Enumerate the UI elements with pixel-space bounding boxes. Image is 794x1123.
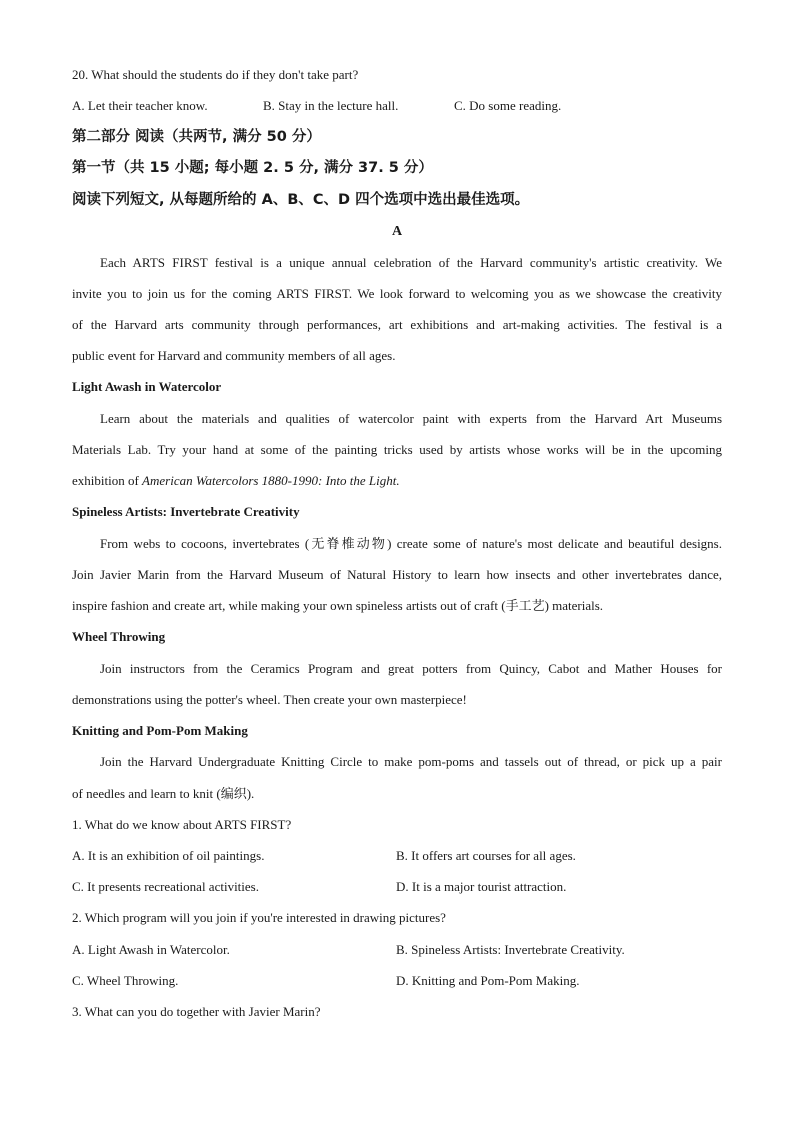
option-a: A. Light Awash in Watercolor.	[72, 942, 230, 957]
passage-letter: A	[391, 224, 403, 239]
intro-line-2: invite you to join us for the coming ARTS FIRST. We look forward to welcoming you as we showcase the creativity	[72, 286, 722, 301]
spineless-line-2: Join Javier Marin from the Harvard Museum of Natural History to learn how insects and other invertebrates dance,	[72, 567, 722, 582]
knitting-line-1: Join the Harvard Undergraduate Knitting Circle to make pom-poms and tassels out of thread, or pick up a pair	[100, 754, 722, 769]
question-3: 3. What can you do together with Javier Marin?	[72, 1004, 321, 1019]
section-title-wheel: Wheel Throwing	[72, 629, 166, 644]
intro-line-4: public event for Harvard and community members of all ages.	[72, 348, 396, 363]
question-20: 20. What should the students do if they don't take part?	[72, 67, 359, 82]
option-d: D. It is a major tourist attraction.	[396, 879, 567, 894]
option-b: B. Stay in the lecture hall.	[263, 98, 399, 113]
option-a: A. It is an exhibition of oil paintings.	[72, 848, 265, 863]
intro-line-3: of the Harvard arts community through performances, art exhibitions and art-making activities. The festival is a	[72, 317, 722, 332]
part2-title: 第二部分 阅读（共两节, 满分 50 分）	[72, 129, 321, 145]
exhibition-title: American Watercolors 1880-1990: Into the Light.	[142, 473, 400, 488]
watercolor-line-2: Materials Lab. Try your hand at some of the painting tricks used by artists whose works will be in the upcoming	[72, 442, 722, 457]
option-a: A. Let their teacher know.	[72, 98, 208, 113]
option-b: B. Spineless Artists: Invertebrate Creativity.	[396, 942, 625, 957]
wheel-line-1: Join instructors from the Ceramics Program and great potters from Quincy, Cabot and Mather Houses for	[100, 661, 722, 676]
option-c: C. Do some reading.	[454, 98, 562, 113]
section-title-knitting: Knitting and Pom-Pom Making	[72, 723, 248, 738]
question-1: 1. What do we know about ARTS FIRST?	[72, 817, 292, 832]
wheel-line-2: demonstrations using the potter's wheel. Then create your own masterpiece!	[72, 692, 467, 707]
section-title-watercolor: Light Awash in Watercolor	[72, 379, 222, 394]
option-c: C. Wheel Throwing.	[72, 973, 179, 988]
spineless-line-3: inspire fashion and create art, while making your own spineless artists out of craft (手工艺) materials.	[72, 598, 604, 613]
option-b: B. It offers art courses for all ages.	[396, 848, 576, 863]
watercolor-line-1: Learn about the materials and qualities of watercolor paint with experts from the Harvard Art Museums	[100, 411, 722, 426]
exhibition-prefix: exhibition of	[72, 473, 143, 488]
instruction: 阅读下列短文, 从每题所给的 A、B、C、D 四个选项中选出最佳选项。	[72, 192, 530, 208]
spineless-line-1: From webs to cocoons, invertebrates (无脊椎动物) create some of nature's most delicate and beautiful designs.	[100, 536, 722, 551]
option-d: D. Knitting and Pom-Pom Making.	[396, 973, 580, 988]
question-2: 2. Which program will you join if you're interested in drawing pictures?	[72, 910, 446, 925]
section-title-spineless: Spineless Artists: Invertebrate Creativity	[72, 504, 300, 519]
intro-line-1: Each ARTS FIRST festival is a unique annual celebration of the Harvard community's artistic creativity. We	[100, 255, 722, 270]
knitting-line-2: of needles and learn to knit (编织).	[72, 786, 255, 801]
section1-title: 第一节（共 15 小题; 每小题 2. 5 分, 满分 37. 5 分）	[72, 160, 433, 176]
option-c: C. It presents recreational activities.	[72, 879, 259, 894]
watercolor-line-3	[72, 472, 722, 490]
